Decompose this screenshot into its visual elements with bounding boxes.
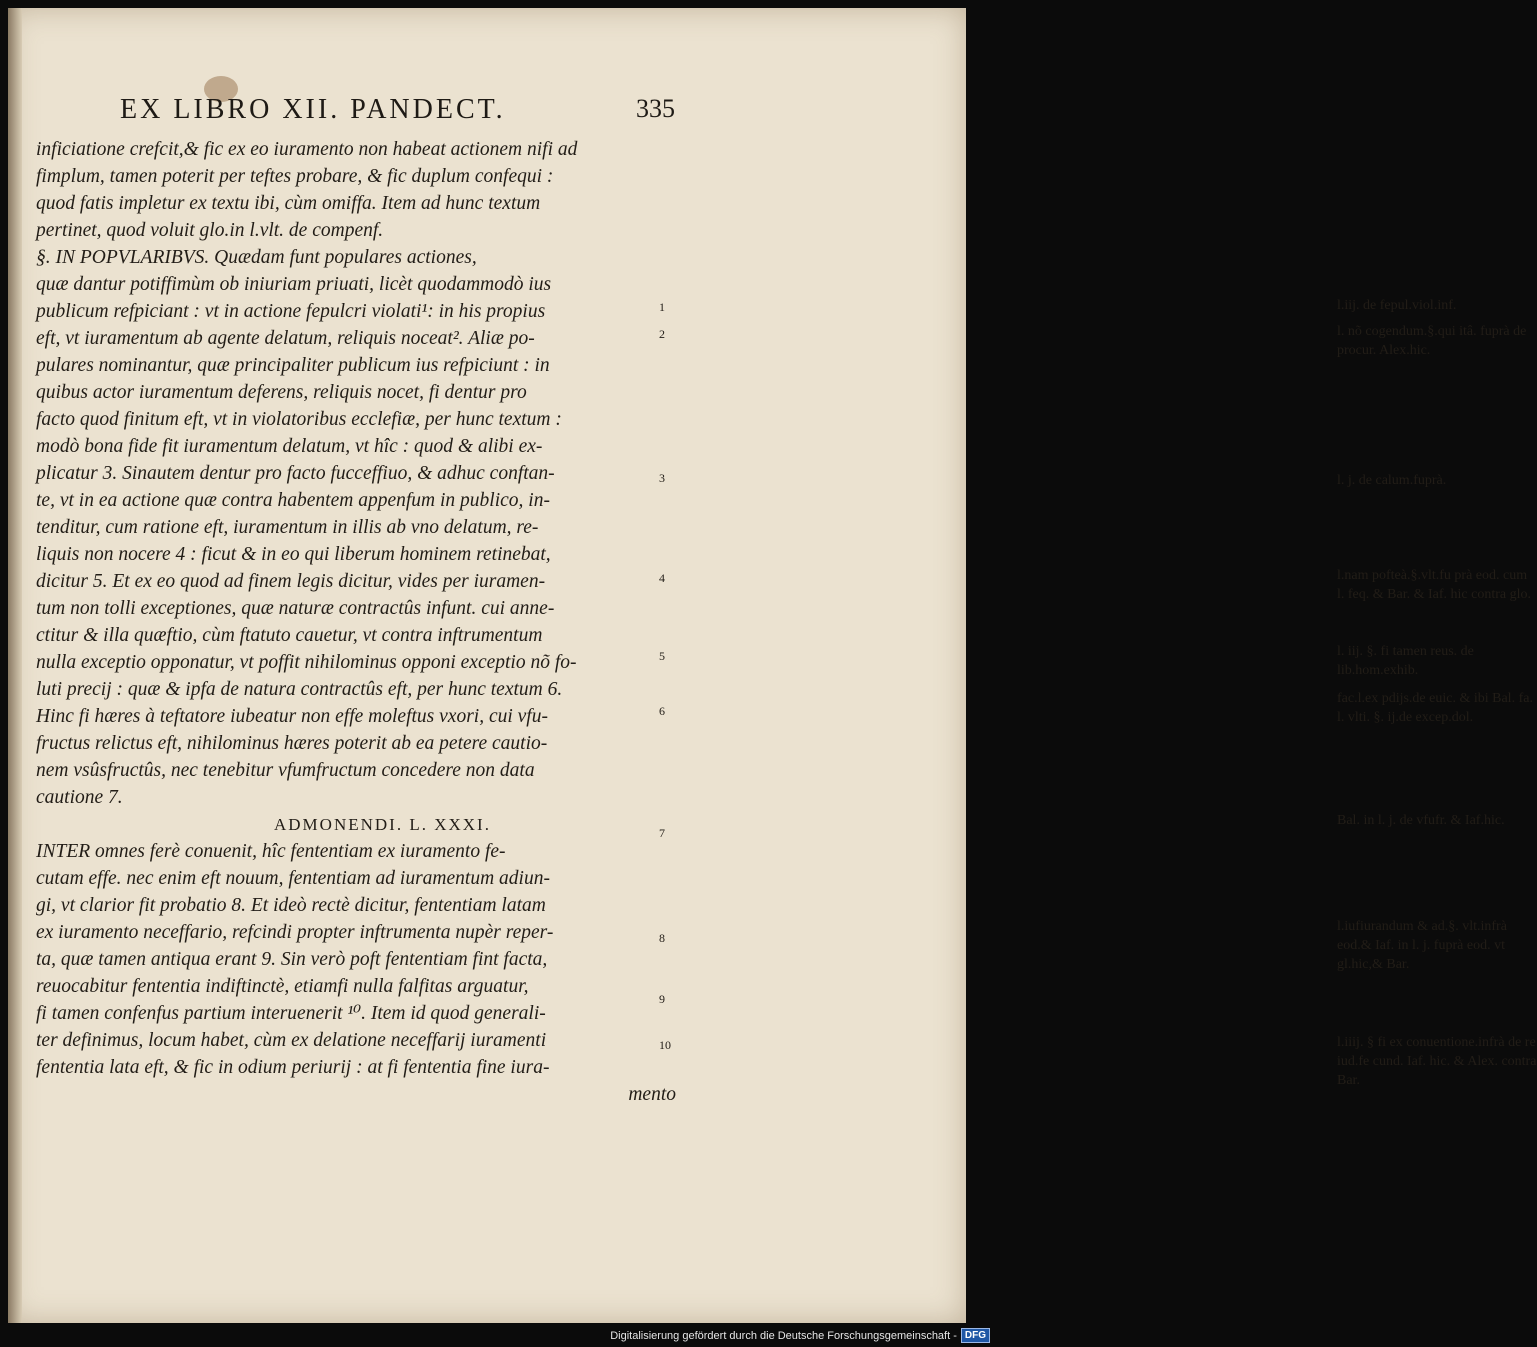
marginal-note: l.iij. de fepul.viol.inf. — [1337, 298, 1457, 313]
note-number: 8 — [659, 931, 665, 945]
text-line: tum non tolli exceptiones, quæ naturæ contractûs infunt. cui anne- — [36, 598, 555, 619]
page-spine-shadow — [8, 8, 22, 1323]
text-line: modò bona fide fit iuramentum delatum, vt hîc : quod & alibi ex- — [36, 436, 543, 457]
marginal-note: l. iij. §. fi tamen reus. de lib.hom.exhib. — [1337, 644, 1474, 678]
text-line: ctitur & illa quæftio, cùm ftatuto cauetur, vt contra inftrumentum — [36, 625, 543, 646]
text-line: ter definimus, locum habet, cùm ex delatione neceffarij iuramenti — [36, 1030, 547, 1051]
note-number: 5 — [659, 649, 665, 663]
text-line: Hinc fi hæres à teftatore iubeatur non effe moleftus vxori, cui vfu- — [36, 706, 548, 727]
text-line: liquis non nocere 4 : ficut & in eo qui liberum hominem retinebat, — [36, 544, 551, 565]
text-line: plicatur 3. Sinautem dentur pro facto fucceffiuo, & adhuc conftan- — [36, 463, 555, 484]
page-number: 335 — [636, 94, 675, 123]
text-line: quæ dantur potiffimùm ob iniuriam priuati, licèt quodammodò ius — [36, 274, 552, 295]
text-line: nem vsûsfructûs, nec tenebitur vfumfructum concedere non data — [36, 760, 535, 781]
note-number: 2 — [659, 327, 665, 341]
main-text-column — [36, 136, 676, 1108]
note-number: 10 — [659, 1038, 671, 1052]
text-line: fimplum, tamen poterit per teftes probare, & fic duplum confequi : — [36, 166, 554, 187]
text-line: publicum refpiciant : vt in actione fepulcri violati¹: in his propius — [36, 301, 546, 322]
text-line: quod fatis impletur ex textu ibi, cùm omiffa. Item ad hunc textum — [36, 193, 541, 214]
text-line: inficiatione crefcit,& fic ex eo iuramento non habeat actionem nifi ad — [36, 139, 578, 160]
dfg-logo: DFG — [961, 1328, 990, 1343]
text-line: ta, quæ tamen antiqua erant 9. Sin verò poft fententiam fint facta, — [36, 949, 548, 970]
note-number: 3 — [659, 471, 665, 485]
section-heading: ADMONENDI. L. XXXI. — [274, 815, 491, 834]
text-line: nulla exceptio opponatur, vt poffit nihilominus opponi exceptio nõ fo- — [36, 652, 577, 673]
text-line: quibus actor iuramentum deferens, reliquis nocet, fi dentur pro — [36, 382, 527, 403]
text-line: ex iuramento neceffario, refcindi propter inftrumenta nupèr reper- — [36, 922, 554, 943]
text-line: eft, vt iuramentum ab agente delatum, reliquis noceat². Aliæ po- — [36, 328, 535, 349]
digitization-credit — [610, 1328, 990, 1343]
note-number: 7 — [659, 826, 665, 840]
text-line: cautione 7. — [36, 787, 123, 808]
text-line: fructus relictus eft, nihilominus hæres poterit ab ea petere cautio- — [36, 733, 548, 754]
marginal-note: Bal. in l. j. de vfufr. & Iaf.hic. — [1337, 813, 1505, 828]
marginal-note: l. j. de calum.fuprà. — [1337, 473, 1447, 488]
text-line: reuocabitur fententia indiftinctè, etiamfi nulla falfitas arguatur, — [36, 976, 529, 997]
credit-text: Digitalisierung gefördert durch die Deutsche Forschungsgemeinschaft - — [610, 1329, 957, 1342]
text-line: gi, vt clarior fit probatio 8. Et ideò rectè dicitur, fententiam latam — [36, 895, 546, 916]
note-number: 1 — [659, 300, 665, 314]
text-line: fententia lata eft, & fic in odium periurij : at fi fententia fine iura- — [36, 1057, 550, 1078]
marginal-note: l.iiij. § fi ex conuentione.infrà de re iud.fe cund. Iaf. hic. & Alex. contra Bar. — [1337, 1035, 1537, 1088]
text-line: INTER omnes ferè conuenit, hîc fententiam ex iuramento fe- — [36, 841, 506, 862]
note-number: 9 — [659, 992, 665, 1006]
text-line: pertinet, quod voluit glo.in l.vlt. de compenf. — [36, 220, 384, 241]
text-line: dicitur 5. Et ex eo quod ad finem legis dicitur, vides per iuramen- — [36, 571, 546, 592]
note-number: 6 — [659, 704, 665, 718]
marginal-note: fac.l.ex pdijs.de euic. & ibi Bal. fa. l. vlti. §. ij.de excep.dol. — [1337, 691, 1533, 725]
marginal-note: l. nõ cogendum.§.qui itâ. fuprà de procur. Alex.hic. — [1337, 324, 1527, 358]
text-line: te, vt in ea actione quæ contra habentem appenfum in publico, in- — [36, 490, 550, 511]
text-line: luti precij : quæ & ipfa de natura contractûs eft, per hunc textum 6. — [36, 679, 563, 700]
note-number: 4 — [659, 571, 665, 585]
text-line: cutam effe. nec enim eft nouum, fententiam ad iuramentum adiun- — [36, 868, 550, 889]
text-line: facto quod finitum eft, vt in violatoribus ecclefiæ, per hunc textum : — [36, 409, 562, 430]
text-line: pulares nominantur, quæ principaliter publicum ius refpiciunt : in — [36, 355, 550, 376]
marginal-note: l.nam pofteà.§.vlt.fu prà eod. cum l. feq. & Bar. & Iaf. hic contra glo. — [1337, 568, 1531, 602]
catchword: mento — [628, 1084, 676, 1105]
book-page — [8, 8, 1537, 1323]
text-line: tenditur, cum ratione eft, iuramentum in illis ab vno delatum, re- — [36, 517, 539, 538]
text-line: fi tamen confenfus partium interuenerit ¹⁰. Item id quod generali- — [36, 1003, 546, 1024]
running-header: EX LIBRO XII. PANDECT. — [120, 94, 506, 125]
text-line: §. IN POPVLARIBVS. Quædam funt populares actiones, — [36, 247, 477, 268]
marginal-note: l.iufiurandum & ad.§. vlt.infrà eod.& Iaf. in l. j. fuprà eod. vt gl.hic,& Bar. — [1337, 919, 1507, 972]
